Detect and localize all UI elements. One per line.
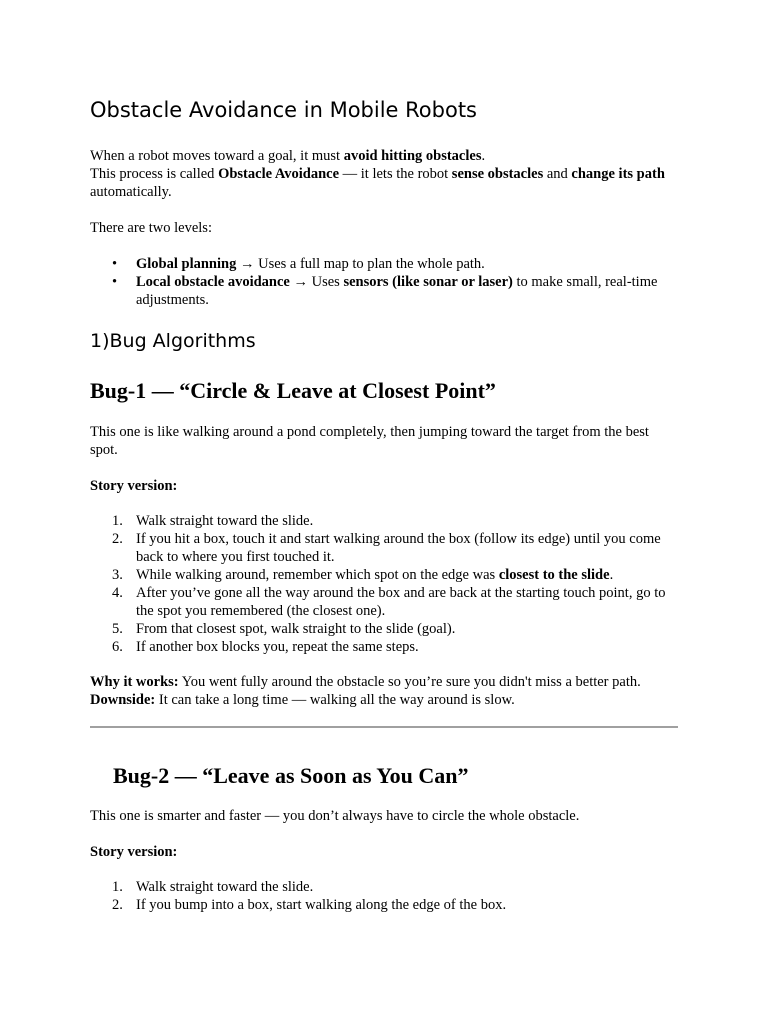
- step-number: 2.: [112, 897, 123, 913]
- bug2-steps: [90, 878, 680, 914]
- why-text: You went fully around the obstacle so you’re sure you didn't miss a better path.: [178, 674, 641, 690]
- step-number: 5.: [112, 621, 123, 637]
- arrow-icon: →: [236, 256, 259, 272]
- page-title: Obstacle Avoidance in Mobile Robots: [90, 98, 478, 122]
- intro-text: and: [543, 166, 572, 182]
- bug1-summary: [90, 673, 680, 709]
- list-item: [90, 512, 680, 530]
- step-text: While walking around, remember which spot on the edge was: [136, 567, 499, 583]
- intro-bold: sense obstacles: [451, 166, 544, 182]
- list-item: [90, 878, 680, 896]
- step-text: .: [609, 567, 614, 583]
- step-number: 4.: [112, 585, 123, 601]
- level-name: Global planning: [136, 256, 237, 272]
- arrow-icon: →: [289, 274, 312, 290]
- bug1-description: This one is like walking around a pond completely, then jumping toward the target from the best spot.: [90, 424, 649, 458]
- list-item: [90, 584, 680, 620]
- intro-text: — it lets the robot: [339, 166, 452, 182]
- section-heading: 1)Bug Algorithms: [90, 330, 256, 352]
- bug1-heading: Bug-1 — “Circle & Leave at Closest Point”: [90, 378, 496, 403]
- downside-text: It can take a long time — walking all the way around is slow.: [155, 692, 515, 708]
- list-item: [90, 255, 680, 273]
- step-text: If you bump into a box, start walking along the edge of the box.: [136, 897, 507, 913]
- step-text-bold: closest to the slide: [498, 567, 610, 583]
- bug2-story-label: Story version:: [90, 844, 178, 860]
- intro-bold: avoid hitting obstacles: [343, 148, 482, 164]
- step-text: If you hit a box, touch it and start walking around the box (follow its edge) until you come back to where you first touched it.: [136, 531, 661, 565]
- step-number: 3.: [112, 567, 123, 583]
- step-number: 6.: [112, 639, 123, 655]
- bug1-steps: [90, 512, 680, 656]
- bullet-icon: •: [112, 274, 118, 290]
- intro-text: automatically.: [90, 184, 172, 200]
- intro-paragraph: [90, 147, 680, 201]
- intro-text: When a robot moves toward a goal, it must: [90, 148, 344, 164]
- level-text: Uses: [311, 274, 344, 290]
- step-text: Walk straight toward the slide.: [136, 513, 314, 529]
- levels-intro: There are two levels:: [90, 220, 212, 236]
- step-text: From that closest spot, walk straight to the slide (goal).: [136, 621, 456, 637]
- intro-bold: Obstacle Avoidance: [218, 166, 340, 182]
- list-item: [90, 638, 680, 656]
- level-name: Local obstacle avoidance: [136, 274, 290, 290]
- intro-bold: change its path: [571, 166, 665, 182]
- intro-text: This process is called: [90, 166, 219, 182]
- bug2-description: This one is smarter and faster — you don’t always have to circle the whole obstacle.: [90, 808, 580, 824]
- step-text: Walk straight toward the slide.: [136, 879, 314, 895]
- level-text-bold: sensors (like sonar or laser): [343, 274, 513, 290]
- list-item: [90, 896, 680, 914]
- why-label: Why it works:: [90, 674, 179, 690]
- levels-list: [90, 255, 680, 309]
- bullet-icon: •: [112, 256, 118, 272]
- list-item: [90, 620, 680, 638]
- step-number: 1.: [112, 513, 123, 529]
- downside-label: Downside:: [90, 692, 156, 708]
- step-number: 1.: [112, 879, 123, 895]
- list-item: [90, 273, 680, 309]
- list-item: [90, 566, 680, 584]
- horizontal-divider: [90, 726, 678, 728]
- level-text: Uses a full map to plan the whole path.: [258, 256, 485, 272]
- step-text: After you’ve gone all the way around the box and are back at the starting touch point, go to the spot you remembered (the closest one).: [136, 585, 666, 619]
- intro-text: .: [481, 148, 486, 164]
- bug1-story-label: Story version:: [90, 478, 178, 494]
- list-item: [90, 530, 680, 566]
- bug2-heading: Bug-2 — “Leave as Soon as You Can”: [113, 763, 469, 788]
- step-text: If another box blocks you, repeat the same steps.: [136, 639, 419, 655]
- level-text: to make small, real-time adjustments.: [136, 274, 658, 308]
- step-number: 2.: [112, 531, 123, 547]
